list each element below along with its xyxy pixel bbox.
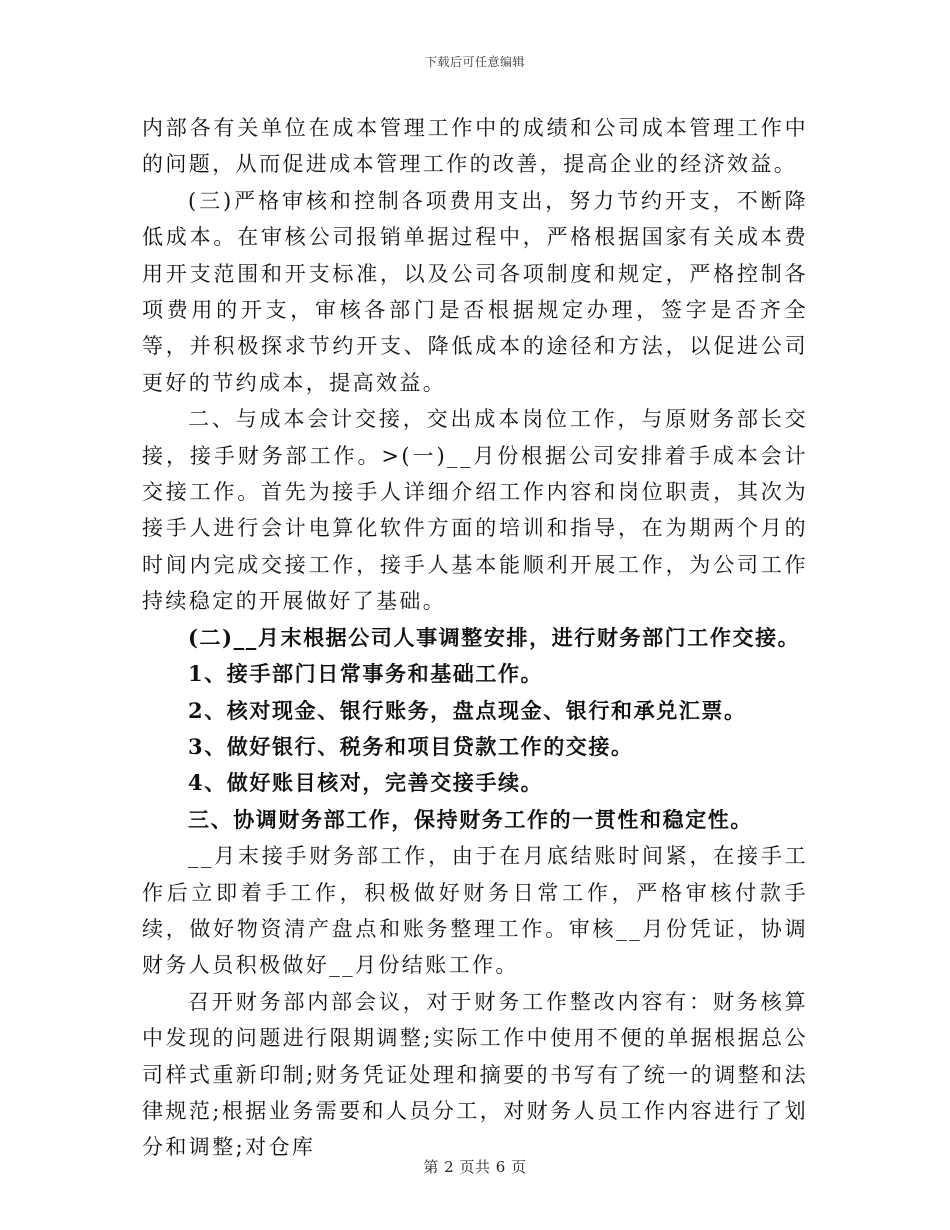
paragraph: 内部各有关单位在成本管理工作中的成绩和公司成本管理工作中的问题，从而促进成本管理工作的改善，提高企业的经济效益。 [142, 116, 808, 177]
document-body [142, 110, 808, 1166]
paragraph: __月末接手财务部工作，由于在月底结账时间紧，在接手工作后立即着手工作，积极做好财务日常工作，严格审核付款手续，做好物资清产盘点和账务整理工作。审核__月份凭证，协调财务人员积极做好__月份结账工作。 [142, 844, 808, 978]
paragraph: 召开财务部内部会议，对于财务工作整改内容有：财务核算中发现的问题进行限期调整;实际工作中使用不便的单据根据总公司样式重新印制;财务凭证处理和摘要的书写有了统一的调整和法律规范;根据业务需要和人员分工，对财务人员工作内容进行了划分和调整;对仓库 [142, 989, 808, 1160]
paragraph: 4、做好账目核对，完善交接手续。 [188, 770, 544, 796]
paragraph: (三)严格审核和控制各项费用支出，努力节约开支，不断降低成本。在审核公司报销单据过程中，严格根据国家有关成本费用开支范围和开支标准，以及公司各项制度和规定，严格控制各项费用的开支，审核各部门是否根据规定办理，签字是否齐全等，并积极探求节约开支、降低成本的途径和方法，以促进公司更好的节约成本，提高效益。 [142, 188, 808, 395]
paragraph: 三、协调财务部工作，保持财务工作的一贯性和稳定性。 [188, 806, 753, 832]
paragraph: (二)__月末根据公司人事调整安排，进行财务部门工作交接。 [188, 624, 801, 650]
paragraph: 二、与成本会计交接，交出成本岗位工作，与原财务部长交接，接手财务部工作。>(一)__月份根据公司安排着手成本会计交接工作。首先为接手人详细介绍工作内容和岗位职责，其次为接手人进行会计电算化软件方面的培训和指导，在为期两个月的时间内完成交接工作，接手人基本能顺利开展工作，为公司工作持续稳定的开展做好了基础。 [142, 407, 808, 614]
paragraph: 2、核对现金、银行账务，盘点现金、银行和承兑汇票。 [188, 697, 747, 723]
page-header-note: 下载后可任意编辑 [424, 55, 525, 69]
paragraph: 1、接手部门日常事务和基础工作。 [188, 661, 544, 687]
paragraph: 3、做好银行、税务和项目贷款工作的交接。 [188, 733, 634, 759]
page-number: 第 2 页共 6 页 [423, 1158, 527, 1176]
